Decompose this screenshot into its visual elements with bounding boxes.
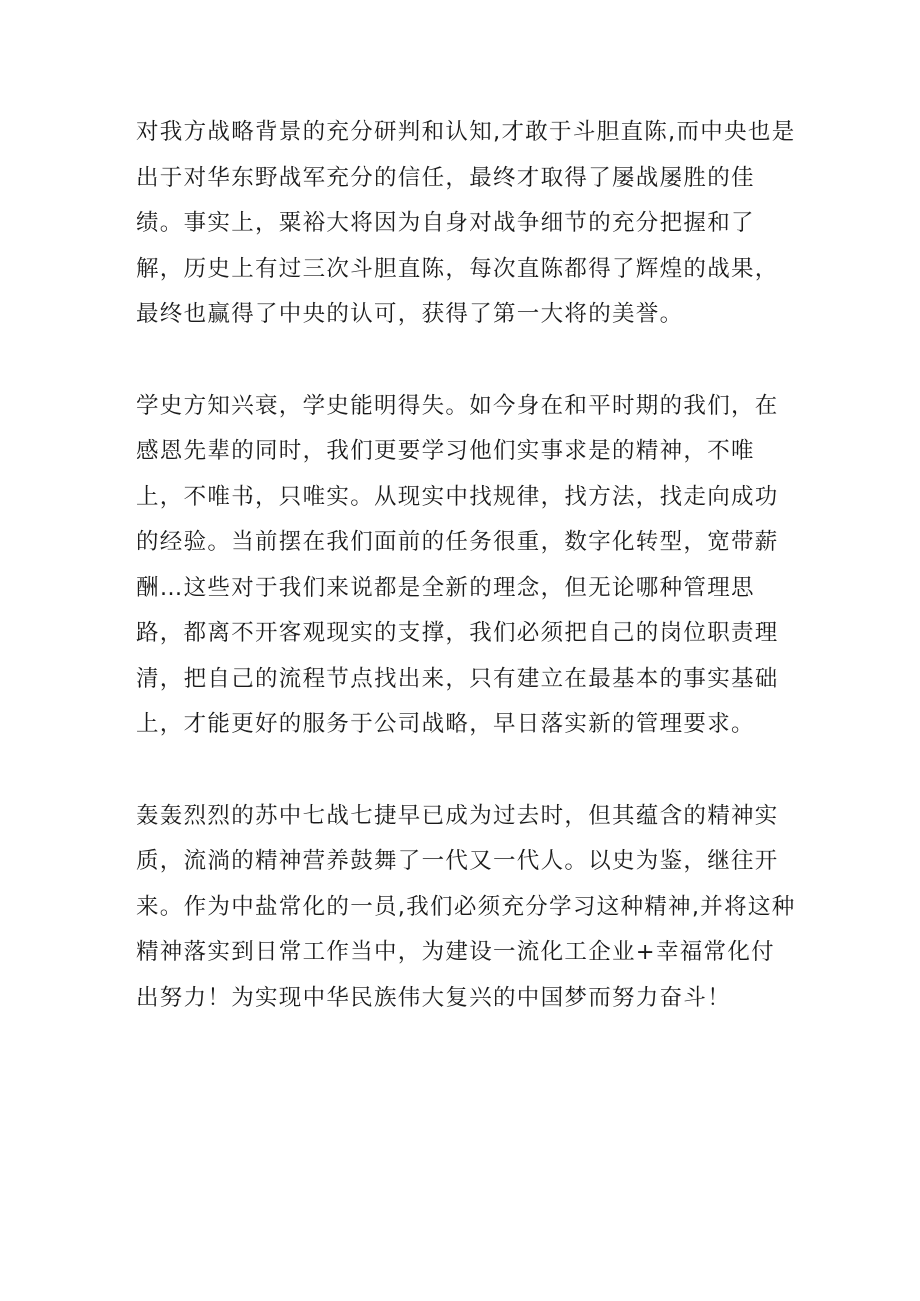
paragraph-2: 学史方知兴衰，学史能明得失。如今身在和平时期的我们，在感恩先辈的同时，我们更要学习他们实事求是的精神，不唯上，不唯书，只唯实。从现实中找规律，找方法，找走向成功的经验。当前摆在我们面前的任务很重，数字化转型，宽带薪酬…这些对于我们来说都是全新的理念，但无论哪种管理思路，都离不开客观现实的支撑，我们必须把自己的岗位职责理清，把自己的流程节点找出来，只有建立在最基本的事实基础上，才能更好的服务于公司战略，早日落实新的管理要求。 xyxy=(136,392,779,737)
paragraph-1: 对我方战略背景的充分研判和认知,才敢于斗胆直陈,而中央也是出于对华东野战军充分的信任，最终才取得了屡战屡胜的佳绩。事实上，粟裕大将因为自身对战争细节的充分把握和了解，历史上有过三次斗胆直陈，每次直陈都得了辉煌的战果，最终也赢得了中央的认可，获得了第一大将的美誉。 xyxy=(136,119,796,327)
document-body xyxy=(136,110,796,1021)
paragraph-3: 轰轰烈烈的苏中七战七捷早已成为过去时，但其蕴含的精神实质，流淌的精神营养鼓舞了一代又一代人。以史为鉴，继往开来。作为中盐常化的一员,我们必须充分学习这种精神,并将这种精神落实到日常工作当中，为建设一流化工企业+幸福常化付出努力！为实现中华民族伟大复兴的中国梦而努力奋斗！ xyxy=(136,802,796,1011)
